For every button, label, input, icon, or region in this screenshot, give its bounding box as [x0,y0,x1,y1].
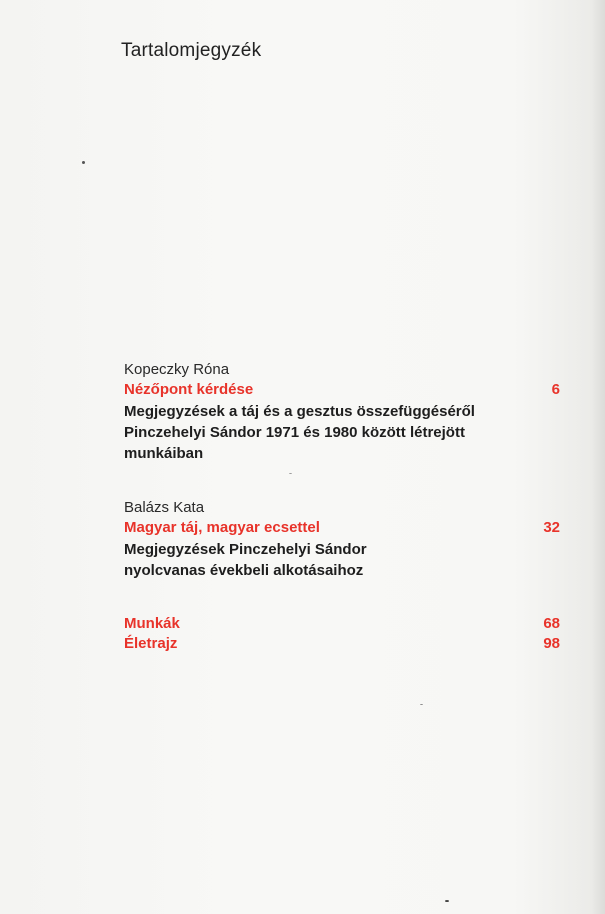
subtitle-line: Pinczehelyi Sándor 1971 és 1980 között létrejött [124,424,465,441]
entry-page-number[interactable]: 6 [551,381,560,398]
scan-speck [82,161,85,164]
subtitle-line: munkáiban [124,445,204,462]
scan-speck [420,704,423,705]
page-edge-shadow [591,0,605,914]
entry-subtitle [124,401,560,464]
section-title[interactable]: Életrajz [124,635,178,652]
entry-page-number[interactable]: 32 [543,519,560,536]
entry-title[interactable]: Magyar táj, magyar ecsettel [124,519,320,536]
subtitle-line: Megjegyzések a táj és a gesztus összefüggéséről [124,403,475,420]
section-title[interactable]: Munkák [124,615,180,632]
scan-speck [445,900,449,902]
toc-entry-1 [124,360,560,464]
section-page-number[interactable]: 68 [543,615,560,632]
section-row-eletrajz [124,634,560,654]
subtitle-line: nyolcvanas évekbeli alkotásaihoz [124,562,364,579]
scan-speck [289,473,292,474]
entry-author: Balázs Kata [124,499,205,516]
toc-title: Tartalomjegyzék [121,40,262,61]
entry-author: Kopeczky Róna [124,361,230,378]
entry-title-row [124,380,560,400]
entry-title[interactable]: Nézőpont kérdése [124,381,254,398]
entry-title-row [124,518,560,538]
section-page-number[interactable]: 98 [543,635,560,652]
entry-subtitle [124,539,560,581]
subtitle-line: Megjegyzések Pinczehelyi Sándor [124,541,367,558]
toc-sections [124,614,560,654]
toc-entry-2 [124,498,560,581]
section-row-munkak [124,614,560,634]
